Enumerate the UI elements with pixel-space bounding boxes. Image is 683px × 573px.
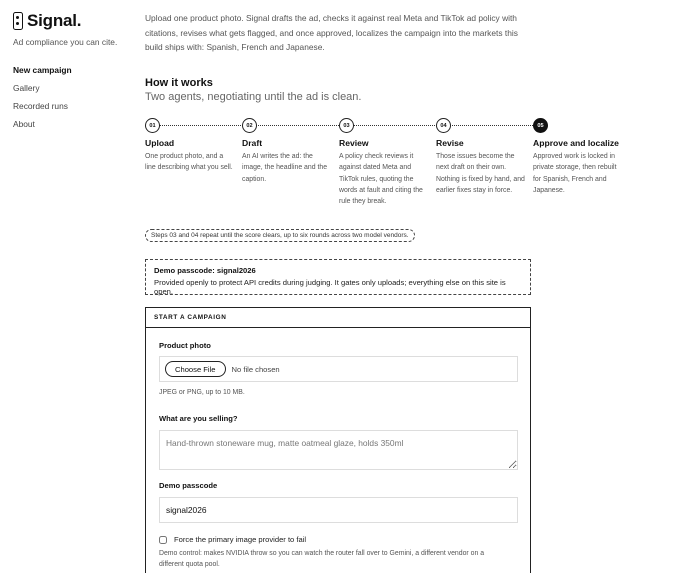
selling-label: What are you selling? <box>159 414 238 423</box>
step-description: One product photo, and a line describing what you sell. <box>145 153 233 172</box>
passcode-notice-text: Provided openly to protect API credits during judging. It gates only uploads; everything else on this site is open. <box>154 278 506 296</box>
nav-item-new-campaign[interactable]: New campaign <box>13 65 72 75</box>
step-upload <box>145 118 240 174</box>
photo-hint: JPEG or PNG, up to 10 MB. <box>159 389 245 396</box>
demo-passcode-input[interactable] <box>159 497 518 523</box>
step-title: Upload <box>145 138 175 148</box>
main-content <box>145 11 619 568</box>
step-number: 05 <box>533 118 548 133</box>
demo-passcode-label: Demo passcode <box>159 481 218 490</box>
force-fail-label[interactable]: Force the primary image provider to fail <box>174 535 307 544</box>
demo-control-note: Demo control: makes NVIDIA throw so you can watch the router fall over to Gemini, a different vendor on a different quota pool. <box>159 550 485 568</box>
form-header: START A CAMPAIGN <box>146 308 530 328</box>
step-title: Revise <box>436 138 464 148</box>
repeat-note: Steps 03 and 04 repeat until the score clears, up to six rounds across two model vendors. <box>145 229 415 242</box>
step-number: 04 <box>436 118 451 133</box>
step-description: An AI writes the ad: the image, the headline and the caption. <box>242 153 328 183</box>
brand-name: Signal. <box>27 11 82 30</box>
how-it-works-title: How it works <box>145 77 213 89</box>
force-fail-checkbox[interactable] <box>159 536 167 544</box>
nav-item-recorded-runs[interactable]: Recorded runs <box>13 101 68 111</box>
step-number: 03 <box>339 118 354 133</box>
step-description: A policy check reviews it against dated Meta and TikTok rules, quoting the words at fault and citing the rule they break. <box>339 153 423 206</box>
force-fail-row <box>159 535 306 544</box>
step-review <box>339 118 434 207</box>
product-photo-label: Product photo <box>159 341 211 350</box>
signal-logo-icon <box>13 12 23 30</box>
step-number: 02 <box>242 118 257 133</box>
start-campaign-form <box>145 307 531 573</box>
brand[interactable] <box>13 11 133 31</box>
passcode-notice-title: Demo passcode: signal2026 <box>154 266 256 275</box>
product-photo-input[interactable] <box>159 356 518 382</box>
intro-text: Upload one product photo. Signal drafts the ad, checks it against real Meta and TikTok ad policy with citations, revises what gets flagged, and once approved, localizes the campaign into the markets this build ships with: Spanish, French and Japanese. <box>145 13 518 52</box>
step-description: Approved work is locked in private storage, then rebuilt for Spanish, French and Japanese. <box>533 153 617 194</box>
sidebar-nav <box>13 65 133 129</box>
steps-timeline <box>145 118 625 218</box>
choose-file-button[interactable]: Choose File <box>165 361 226 377</box>
nav-item-gallery[interactable]: Gallery <box>13 83 40 93</box>
sidebar <box>13 11 133 137</box>
step-number: 01 <box>145 118 160 133</box>
how-it-works-subtitle: Two agents, negotiating until the ad is clean. <box>145 91 362 103</box>
step-title: Review <box>339 138 369 148</box>
step-title: Draft <box>242 138 263 148</box>
step-title: Approve and localize <box>533 138 619 148</box>
step-draft <box>242 118 337 185</box>
brand-tagline: Ad compliance you can cite. <box>13 37 118 47</box>
step-description: Those issues become the next draft on their own. Nothing is fixed by hand, and earlier fixes stay in force. <box>436 153 525 194</box>
passcode-notice <box>145 259 531 295</box>
step-approve-localize <box>533 118 628 196</box>
nav-item-about[interactable]: About <box>13 119 35 129</box>
file-status: No file chosen <box>231 364 280 374</box>
step-revise <box>436 118 531 196</box>
selling-description-input[interactable] <box>159 430 518 470</box>
